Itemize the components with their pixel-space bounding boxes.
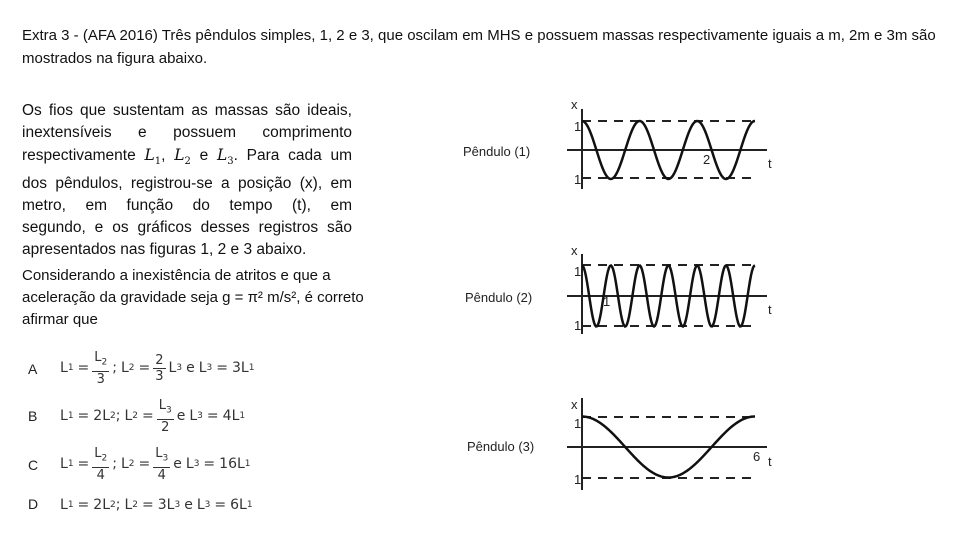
graph-label-2: Pêndulo (2) (465, 290, 533, 305)
option-a-formula[interactable]: L 1 = $\frac{L_2}{3}$ ; L 2 = $\frac{2}{3}$ L 3 e L 3 = 3 L 1 (60, 350, 255, 387)
question-title: Extra 3 - (AFA 2016) Três pêndulos simples, 1, 2 e 3, que oscilam em MHS e possuem massas respectivamente iguais a m, 2m e 3m são mostrados na figura abaixo. (22, 27, 936, 67)
graph-label-3: Pêndulo (3) (467, 439, 535, 454)
option-c-formula[interactable]: L 1 = $\frac{L_2}{4}$ ; L 2 = $\frac{L_3}{4}$ e L 3 = 16 L 1 (60, 446, 251, 483)
graph-label-1: Pêndulo (1) (463, 144, 531, 159)
option-c-letter[interactable]: C (28, 457, 39, 473)
time-label-3: 6 (753, 449, 761, 464)
amp-bottom-label: 1 (574, 472, 582, 487)
axis-x-label: x (571, 397, 578, 412)
problem-statement: Os fios que sustentam as massas são ideais, inextensíveis e possuem comprimento respectivamente $L_1$, $L_2$ e $L_3$. Para cada um dos pêndulos, registrou-se a posição (x), em metro, em função do tempo (t), em segundo, e os gráficos desses registros são apresentados nas figuras 1, 2 e 3 abaixo. (22, 102, 353, 259)
option-b-letter[interactable]: B (28, 408, 38, 424)
amp-top-label: 1 (574, 119, 582, 134)
time-label-2: 1 (603, 294, 611, 309)
axis-t-label: t (768, 302, 772, 317)
graph-pendulo-2 (465, 243, 772, 334)
pendulum-graphs (455, 92, 785, 497)
option-d-letter[interactable]: D (28, 496, 39, 512)
graph-pendulo-1 (463, 97, 772, 189)
amp-bottom-label: 1 (574, 172, 582, 187)
axis-x-label: x (571, 243, 578, 258)
option-d-formula[interactable]: L 1 = 2 L 2 ; L 2 = 3 L 3 e L 3 = 6 L 1 (60, 497, 253, 513)
time-label-1: 2 (703, 152, 711, 167)
question-prompt: Considerando a inexistência de atritos e que a aceleração da gravidade seja g = π² m/s², é correto afirmar que (22, 267, 364, 328)
axis-t-label: t (768, 156, 772, 171)
option-a-letter[interactable]: A (28, 361, 38, 377)
axis-t-label: t (768, 454, 772, 469)
amp-bottom-label: 1 (574, 318, 582, 333)
amp-top-label: 1 (574, 416, 582, 431)
option-b-formula[interactable]: L 1 = 2 L 2 ; L 2 = $\frac{L_3}{2}$ e L 3 = 4 L 1 (60, 398, 246, 435)
graph-pendulo-3 (467, 397, 772, 490)
axis-x-label: x (571, 97, 578, 112)
amp-top-label: 1 (574, 264, 582, 279)
